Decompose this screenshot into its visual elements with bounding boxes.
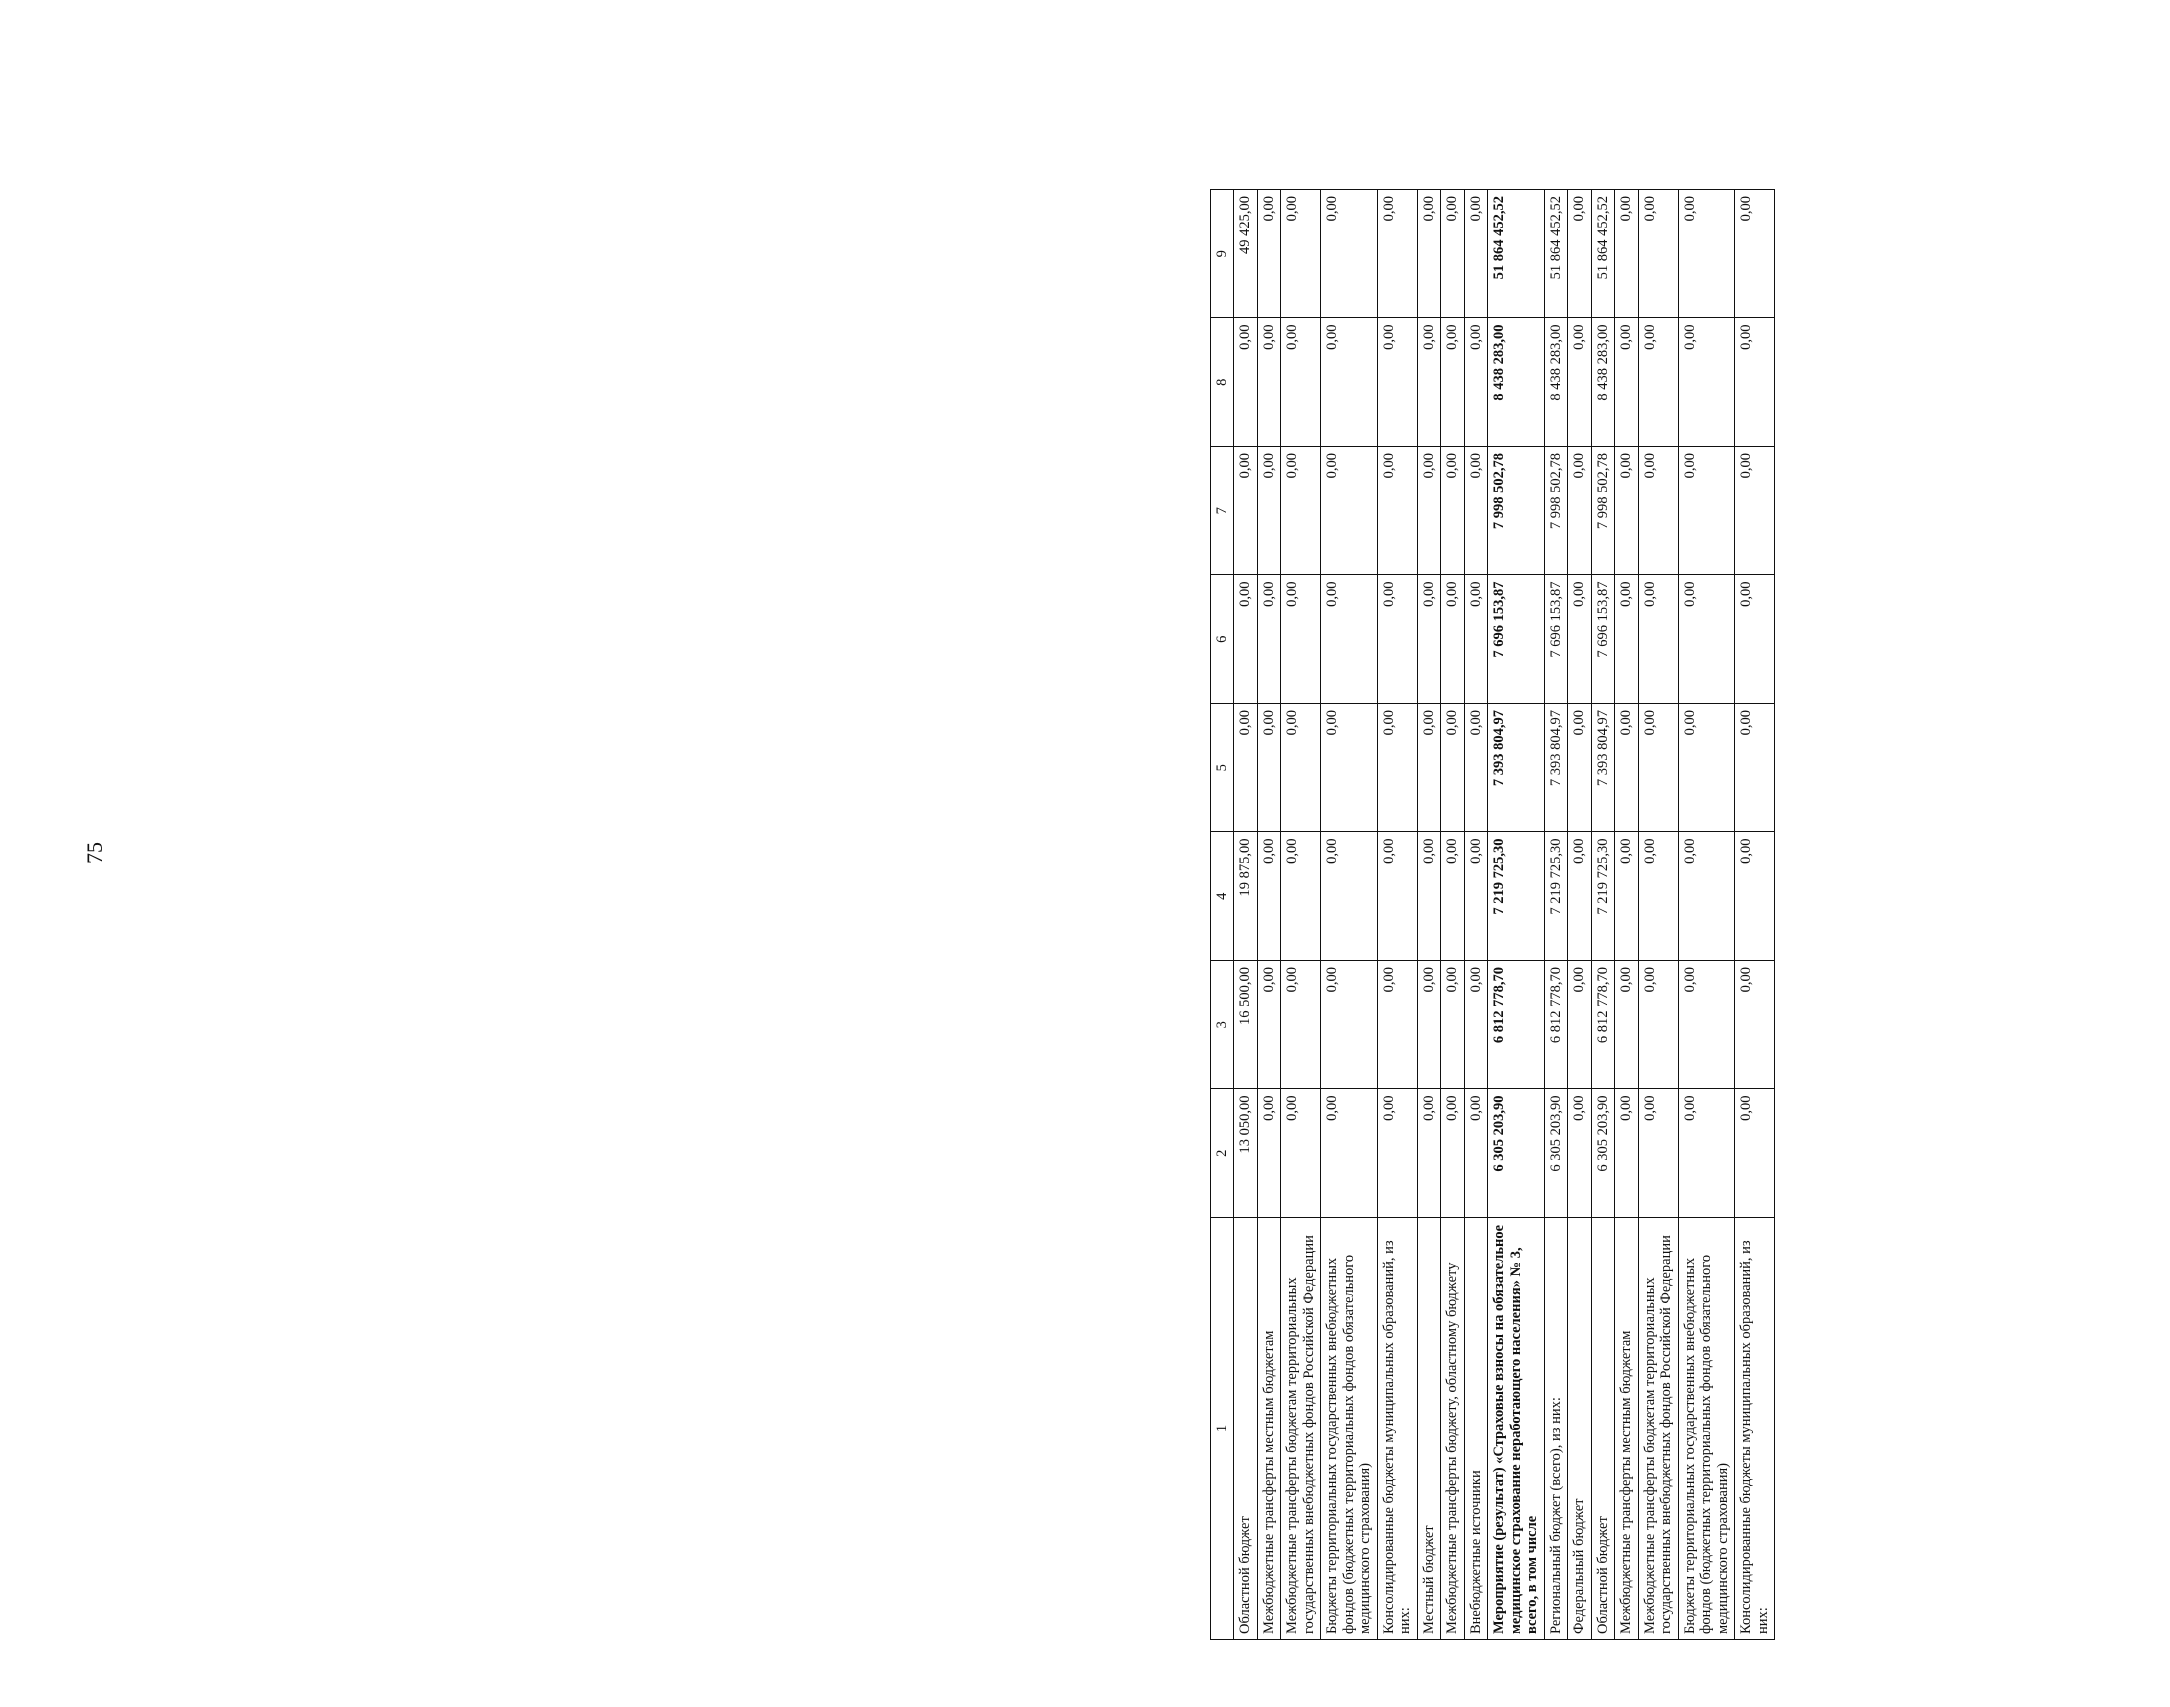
table-cell: 0,00 bbox=[1638, 832, 1678, 961]
table-cell: 0,00 bbox=[1321, 318, 1378, 447]
table-cell: 0,00 bbox=[1321, 704, 1378, 833]
table-row bbox=[1234, 190, 1258, 1640]
table-cell: 8 438 283,00 bbox=[1591, 318, 1615, 447]
table-cell: 0,00 bbox=[1678, 1089, 1735, 1218]
table-cell: 0,00 bbox=[1257, 1089, 1281, 1218]
table-cell: 13 050,00 bbox=[1234, 1089, 1258, 1218]
table-cell: 0,00 bbox=[1615, 832, 1639, 961]
table-cell: 7 696 153,87 bbox=[1591, 575, 1615, 704]
row-label: Областной бюджет bbox=[1234, 1218, 1258, 1640]
table-cell: 0,00 bbox=[1281, 190, 1321, 319]
table-cell: 0,00 bbox=[1377, 1089, 1417, 1218]
table-row bbox=[1377, 190, 1417, 1640]
table-cell: 0,00 bbox=[1735, 1089, 1775, 1218]
table-cell: 0,00 bbox=[1441, 447, 1465, 576]
table-row bbox=[1615, 190, 1639, 1640]
table-cell: 0,00 bbox=[1441, 1089, 1465, 1218]
table-cell: 0,00 bbox=[1281, 1089, 1321, 1218]
column-header: 5 bbox=[1211, 704, 1234, 833]
table-cell: 0,00 bbox=[1417, 704, 1441, 833]
table-cell: 0,00 bbox=[1678, 575, 1735, 704]
table-cell: 0,00 bbox=[1234, 318, 1258, 447]
table-cell: 0,00 bbox=[1568, 1089, 1592, 1218]
table-cell: 49 425,00 bbox=[1234, 190, 1258, 319]
table-cell: 0,00 bbox=[1321, 447, 1378, 576]
table-cell: 0,00 bbox=[1464, 447, 1488, 576]
table-cell: 0,00 bbox=[1321, 1089, 1378, 1218]
table-row bbox=[1544, 190, 1568, 1640]
table-cell: 0,00 bbox=[1281, 704, 1321, 833]
table-cell: 0,00 bbox=[1615, 961, 1639, 1090]
table-cell: 0,00 bbox=[1638, 447, 1678, 576]
row-label: Бюджеты территориальных государственных внебюджетных фондов (бюджетных территориальных фондов обязательного медицинского страхования) bbox=[1678, 1218, 1735, 1640]
table-cell: 0,00 bbox=[1417, 961, 1441, 1090]
table-cell: 0,00 bbox=[1638, 575, 1678, 704]
table-cell: 0,00 bbox=[1678, 318, 1735, 447]
table-cell: 0,00 bbox=[1441, 961, 1465, 1090]
table-cell: 7 998 502,78 bbox=[1544, 447, 1568, 576]
table-cell: 0,00 bbox=[1568, 318, 1592, 447]
table-cell: 7 219 725,30 bbox=[1488, 832, 1545, 961]
table-header-row bbox=[1211, 190, 1234, 1640]
table-cell: 0,00 bbox=[1377, 704, 1417, 833]
row-label: Бюджеты территориальных государственных внебюджетных фондов (бюджетных территориальных фондов обязательного медицинского страхования) bbox=[1321, 1218, 1378, 1640]
row-label: Консолидированные бюджеты муниципальных образований, из них: bbox=[1377, 1218, 1417, 1640]
column-header: 8 bbox=[1211, 318, 1234, 447]
table-cell: 7 393 804,97 bbox=[1591, 704, 1615, 833]
table-row bbox=[1257, 190, 1281, 1640]
table-cell: 7 219 725,30 bbox=[1591, 832, 1615, 961]
table-cell: 0,00 bbox=[1568, 447, 1592, 576]
table-cell: 7 696 153,87 bbox=[1544, 575, 1568, 704]
table-cell: 6 305 203,90 bbox=[1488, 1089, 1545, 1218]
row-label: Федеральный бюджет bbox=[1568, 1218, 1592, 1640]
table-cell: 0,00 bbox=[1417, 190, 1441, 319]
table-cell: 0,00 bbox=[1377, 832, 1417, 961]
row-label: Межбюджетные трансферты бюджетам территориальных государственных внебюджетных фондов Российской Федерации bbox=[1281, 1218, 1321, 1640]
table-row bbox=[1678, 190, 1735, 1640]
table-cell: 0,00 bbox=[1464, 575, 1488, 704]
table-cell: 0,00 bbox=[1735, 318, 1775, 447]
table-cell: 0,00 bbox=[1568, 704, 1592, 833]
row-label: Мероприятие (результат) «Страховые взносы на обязательное медицинское страхование неработающего населения» № 3, всего, в том числе bbox=[1488, 1218, 1545, 1640]
table-cell: 0,00 bbox=[1638, 961, 1678, 1090]
table-cell: 0,00 bbox=[1735, 704, 1775, 833]
table-row bbox=[1417, 190, 1441, 1640]
table-cell: 0,00 bbox=[1417, 575, 1441, 704]
table-cell: 16 500,00 bbox=[1234, 961, 1258, 1090]
table-cell: 0,00 bbox=[1615, 190, 1639, 319]
table-cell: 0,00 bbox=[1464, 704, 1488, 833]
table-cell: 0,00 bbox=[1281, 318, 1321, 447]
table-cell: 19 875,00 bbox=[1234, 832, 1258, 961]
table-cell: 0,00 bbox=[1257, 961, 1281, 1090]
table-cell: 7 393 804,97 bbox=[1488, 704, 1545, 833]
table-row bbox=[1591, 190, 1615, 1640]
table-cell: 0,00 bbox=[1678, 832, 1735, 961]
table-cell: 0,00 bbox=[1464, 190, 1488, 319]
table-cell: 0,00 bbox=[1638, 190, 1678, 319]
table-cell: 0,00 bbox=[1568, 832, 1592, 961]
column-header: 1 bbox=[1211, 1218, 1234, 1640]
table-cell: 7 998 502,78 bbox=[1488, 447, 1545, 576]
table-cell: 0,00 bbox=[1417, 318, 1441, 447]
table-cell: 7 393 804,97 bbox=[1544, 704, 1568, 833]
table-cell: 0,00 bbox=[1417, 447, 1441, 576]
table-cell: 0,00 bbox=[1257, 832, 1281, 961]
table-row bbox=[1488, 190, 1545, 1640]
table-row bbox=[1568, 190, 1592, 1640]
table-cell: 6 305 203,90 bbox=[1591, 1089, 1615, 1218]
column-header: 6 bbox=[1211, 575, 1234, 704]
table-row bbox=[1464, 190, 1488, 1640]
table-body bbox=[1234, 190, 1775, 1640]
table-cell: 7 696 153,87 bbox=[1488, 575, 1545, 704]
table-cell: 0,00 bbox=[1568, 575, 1592, 704]
row-label: Областной бюджет bbox=[1591, 1218, 1615, 1640]
table-cell: 0,00 bbox=[1417, 832, 1441, 961]
table-row bbox=[1735, 190, 1775, 1640]
table-cell: 7 998 502,78 bbox=[1591, 447, 1615, 576]
table-cell: 0,00 bbox=[1464, 318, 1488, 447]
table-cell: 0,00 bbox=[1377, 318, 1417, 447]
table-cell: 0,00 bbox=[1321, 832, 1378, 961]
row-label: Межбюджетные трансферты бюджетам территориальных государственных внебюджетных фондов Российской Федерации bbox=[1638, 1218, 1678, 1640]
table-cell: 0,00 bbox=[1638, 704, 1678, 833]
table-cell: 0,00 bbox=[1735, 961, 1775, 1090]
table-cell: 0,00 bbox=[1735, 575, 1775, 704]
budget-table bbox=[1210, 189, 1775, 1640]
table-cell: 0,00 bbox=[1638, 318, 1678, 447]
table-cell: 6 812 778,70 bbox=[1591, 961, 1615, 1090]
table-cell: 51 864 452,52 bbox=[1488, 190, 1545, 319]
table-cell: 0,00 bbox=[1568, 961, 1592, 1090]
table-cell: 0,00 bbox=[1615, 447, 1639, 576]
table-cell: 0,00 bbox=[1257, 318, 1281, 447]
row-label: Межбюджетные трансферты местным бюджетам bbox=[1257, 1218, 1281, 1640]
table-cell: 0,00 bbox=[1377, 575, 1417, 704]
table-cell: 0,00 bbox=[1638, 1089, 1678, 1218]
table-cell: 0,00 bbox=[1615, 1089, 1639, 1218]
row-label: Внебюджетные источники bbox=[1464, 1218, 1488, 1640]
column-header: 2 bbox=[1211, 1089, 1234, 1218]
row-label: Местный бюджет bbox=[1417, 1218, 1441, 1640]
column-header: 4 bbox=[1211, 832, 1234, 961]
table-cell: 0,00 bbox=[1441, 190, 1465, 319]
table-cell: 0,00 bbox=[1377, 961, 1417, 1090]
page-number: 75 bbox=[82, 842, 107, 864]
column-header: 3 bbox=[1211, 961, 1234, 1090]
table-cell: 6 812 778,70 bbox=[1488, 961, 1545, 1090]
table-cell: 0,00 bbox=[1257, 190, 1281, 319]
rotated-table-container bbox=[1210, 190, 2170, 1640]
table-cell: 0,00 bbox=[1735, 190, 1775, 319]
row-label: Межбюджетные трансферты местным бюджетам bbox=[1615, 1218, 1639, 1640]
table-cell: 0,00 bbox=[1234, 704, 1258, 833]
table-cell: 0,00 bbox=[1257, 575, 1281, 704]
table-cell: 0,00 bbox=[1257, 704, 1281, 833]
table-cell: 0,00 bbox=[1441, 575, 1465, 704]
table-cell: 0,00 bbox=[1568, 190, 1592, 319]
column-header: 9 bbox=[1211, 190, 1234, 319]
table-cell: 0,00 bbox=[1678, 961, 1735, 1090]
table-cell: 0,00 bbox=[1377, 190, 1417, 319]
table-cell: 0,00 bbox=[1281, 447, 1321, 576]
table-row bbox=[1638, 190, 1678, 1640]
table-cell: 51 864 452,52 bbox=[1544, 190, 1568, 319]
table-cell: 0,00 bbox=[1615, 318, 1639, 447]
table-cell: 8 438 283,00 bbox=[1488, 318, 1545, 447]
table-cell: 7 219 725,30 bbox=[1544, 832, 1568, 961]
table-cell: 0,00 bbox=[1615, 575, 1639, 704]
table-cell: 51 864 452,52 bbox=[1591, 190, 1615, 319]
table-cell: 0,00 bbox=[1735, 832, 1775, 961]
table-cell: 6 305 203,90 bbox=[1544, 1089, 1568, 1218]
row-label: Межбюджетные трансферты бюджету, областному бюджету bbox=[1441, 1218, 1465, 1640]
table-cell: 0,00 bbox=[1464, 961, 1488, 1090]
table-row bbox=[1441, 190, 1465, 1640]
table-cell: 0,00 bbox=[1321, 961, 1378, 1090]
table-cell: 6 812 778,70 bbox=[1544, 961, 1568, 1090]
table-cell: 0,00 bbox=[1678, 704, 1735, 833]
table-cell: 0,00 bbox=[1615, 704, 1639, 833]
table-cell: 0,00 bbox=[1281, 961, 1321, 1090]
table-cell: 0,00 bbox=[1678, 447, 1735, 576]
table-cell: 0,00 bbox=[1735, 447, 1775, 576]
column-header: 7 bbox=[1211, 447, 1234, 576]
table-cell: 0,00 bbox=[1464, 1089, 1488, 1218]
table-cell: 0,00 bbox=[1441, 704, 1465, 833]
table-cell: 0,00 bbox=[1281, 575, 1321, 704]
row-label: Региональный бюджет (всего), из них: bbox=[1544, 1218, 1568, 1640]
table-cell: 0,00 bbox=[1464, 832, 1488, 961]
table-cell: 0,00 bbox=[1234, 447, 1258, 576]
table-cell: 0,00 bbox=[1234, 575, 1258, 704]
table-cell: 0,00 bbox=[1417, 1089, 1441, 1218]
table-cell: 0,00 bbox=[1441, 832, 1465, 961]
table-row bbox=[1281, 190, 1321, 1640]
table-cell: 0,00 bbox=[1678, 190, 1735, 319]
row-label: Консолидированные бюджеты муниципальных образований, из них: bbox=[1735, 1218, 1775, 1640]
table-cell: 0,00 bbox=[1321, 575, 1378, 704]
table-cell: 0,00 bbox=[1377, 447, 1417, 576]
table-cell: 0,00 bbox=[1281, 832, 1321, 961]
table-cell: 0,00 bbox=[1441, 318, 1465, 447]
table-cell: 8 438 283,00 bbox=[1544, 318, 1568, 447]
table-cell: 0,00 bbox=[1257, 447, 1281, 576]
table-row bbox=[1321, 190, 1378, 1640]
table-cell: 0,00 bbox=[1321, 190, 1378, 319]
